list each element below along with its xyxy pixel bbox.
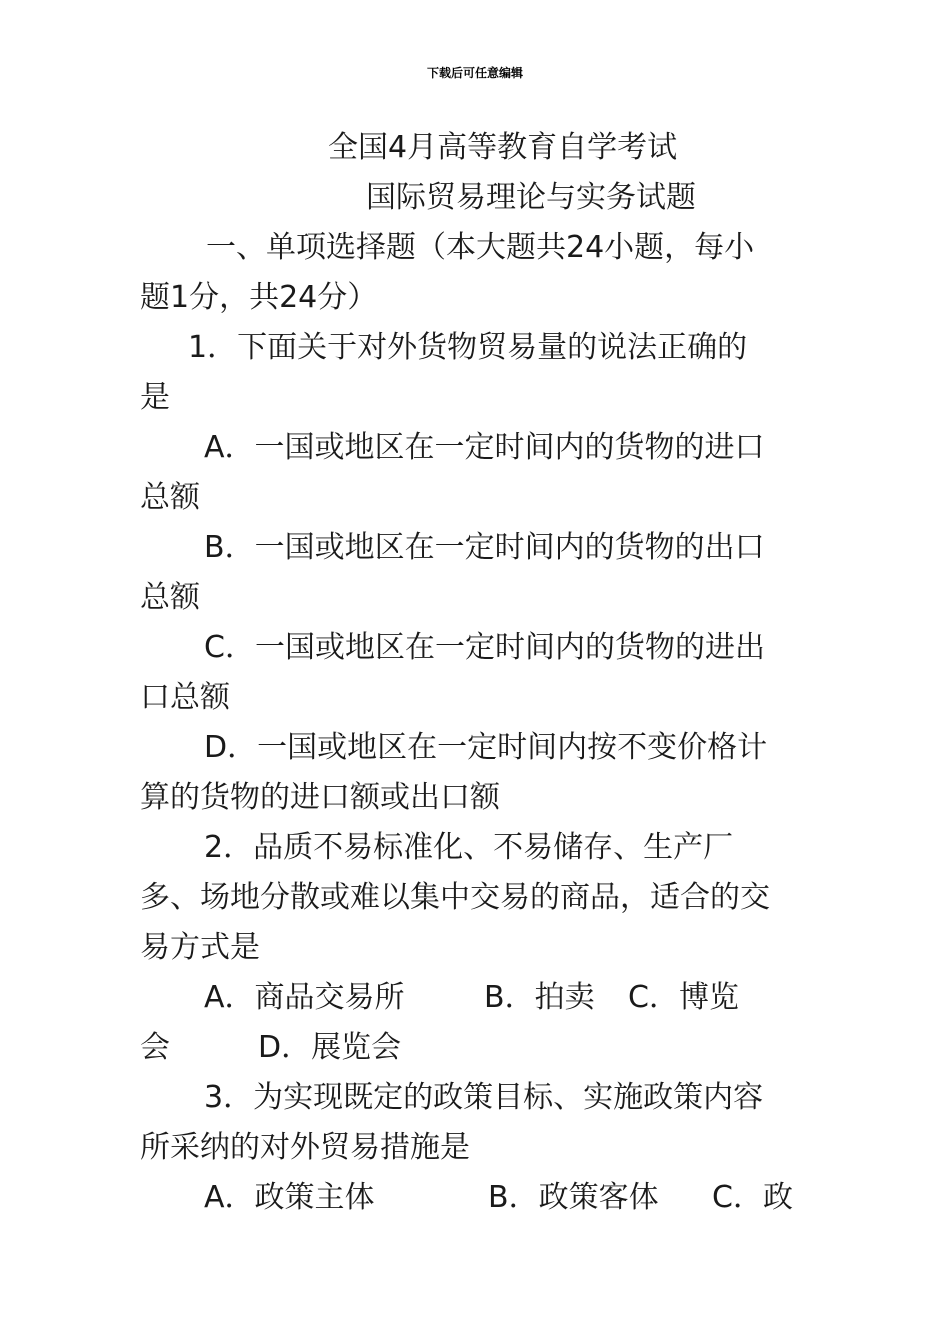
q2-stem-line2: 多、场地分散或难以集中交易的商品，适合的交 (140, 880, 770, 915)
q2-option-a: A．商品交易所 (204, 980, 405, 1015)
page-header-note: 下载后可任意编辑 (426, 66, 523, 80)
q1-option-c-line2: 口总额 (140, 680, 230, 715)
section-heading-line2: 题1分，共24分） (140, 280, 378, 315)
q2-stem-line3: 易方式是 (140, 930, 260, 965)
q3-option-b: B．政策客体 (488, 1180, 659, 1215)
q2-option-d: D．展览会 (258, 1030, 402, 1065)
q3-stem-line2: 所采纳的对外贸易措施是 (140, 1130, 470, 1165)
q1-stem-line1: 1．下面关于对外货物贸易量的说法正确的 (188, 330, 748, 365)
section-heading-line1: 一、单项选择题（本大题共24小题，每小 (206, 230, 755, 265)
q2-option-c: C．博览 (628, 980, 739, 1015)
exam-title-line2: 国际贸易理论与实务试题 (366, 180, 696, 215)
exam-title-line1: 全国4月高等教育自学考试 (328, 130, 678, 165)
q3-option-a: A．政策主体 (204, 1180, 375, 1215)
q1-option-a-line1: A．一国或地区在一定时间内的货物的进口 (204, 430, 765, 465)
q2-option-c-cont: 会 (140, 1030, 170, 1065)
q1-option-b-line2: 总额 (140, 580, 200, 615)
q1-option-b-line1: B．一国或地区在一定时间内的货物的出口 (204, 530, 765, 565)
q2-option-b: B．拍卖 (484, 980, 595, 1015)
q1-option-d-line1: D．一国或地区在一定时间内按不变价格计 (204, 730, 768, 765)
q1-option-d-line2: 算的货物的进口额或出口额 (140, 780, 500, 815)
q2-stem-line1: 2．品质不易标准化、不易储存、生产厂 (204, 830, 734, 865)
q1-option-a-line2: 总额 (140, 480, 200, 515)
q1-option-c-line1: C．一国或地区在一定时间内的货物的进出 (204, 630, 765, 665)
q3-stem-line1: 3．为实现既定的政策目标、实施政策内容 (204, 1080, 764, 1115)
q3-option-c: C．政 (712, 1180, 793, 1215)
q1-stem-line2: 是 (140, 380, 170, 415)
